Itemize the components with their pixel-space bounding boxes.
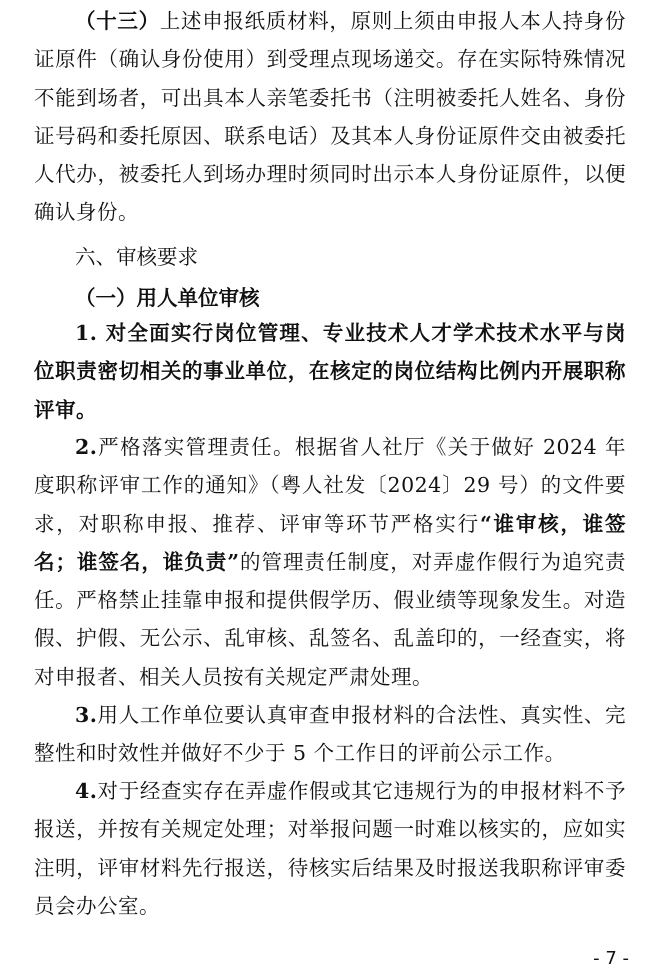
item-1: 1. 对全面实行岗位管理、专业技术人才学术技术水平与岗位职责密切相关的事业单位，在核定的岗位结构比例内开展职称评审。 [34,321,626,422]
item-3 [34,696,626,773]
section-6-title: 六、审核要求 [75,245,198,269]
page-number: - 7 - [593,948,629,969]
item-3-number: 3. [75,703,98,727]
item-4 [34,772,626,925]
paragraph-13-text: 上述申报纸质材料，原则上须由申报人本人持身份证原件（确认身份使用）到受理点现场递交。存在实际特殊情况不能到场者，可出具本人亲笔委托书（注明被委托人姓名、身份证号码和委托原因、联系电话）及其本人身份证原件交由被委托人代办，被委托人到场办理时须同时出示本人身份证原件，以便确认身份。 [34,9,627,225]
item-3-text: 用人工作单位要认真审查申报材料的合法性、真实性、完整性和时效性并做好不少于 5 个工作日的评前公示工作。 [34,703,626,766]
item-2-emphasis: “谁审核，谁签名；谁签名，谁负责” [34,511,627,574]
item-2-number: 2. [75,435,98,459]
paragraph-13 [34,2,626,232]
paragraph-13-label: （十三） [75,9,160,33]
item-4-number: 4. [75,779,98,803]
item-2-before: 严格落实管理责任。根据省人社厅《关于做好 2024 年度职称评审工作的通知》（粤人社发〔2024〕29 号）的文件要求，对职称申报、推荐、评审等环节严格实行 [34,435,626,536]
item-4-text: 对于经查实存在弄虚作假或其它违规行为的申报材料不予报送，并按有关规定处理；对举报问题一时难以核实的，应如实注明，评审材料先行报送，待核实后结果及时报送我职称评审委员会办公室。 [34,779,626,918]
item-2 [34,428,626,696]
item-2-after: 的管理责任制度，对弄虚作假行为追究责任。严格禁止挂靠申报和提供假学历、假业绩等现象发生。对造假、护假、无公示、乱审核、乱签名、乱盖印的，一经查实，将对申报者、相关人员按有关规定严肃处理。 [34,549,626,689]
subsection-1-title: （一）用人单位审核 [75,286,260,310]
